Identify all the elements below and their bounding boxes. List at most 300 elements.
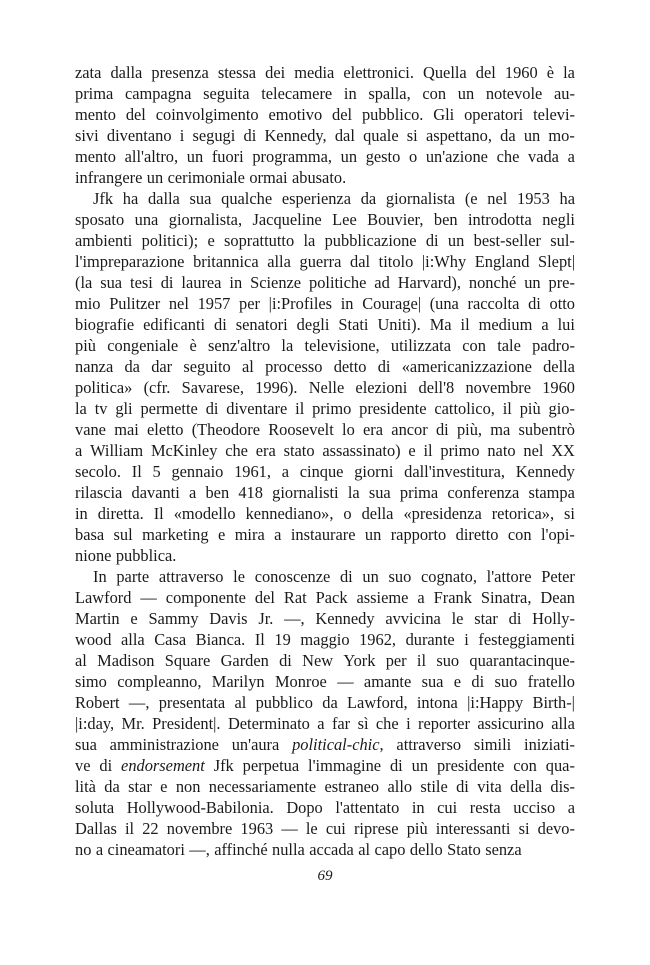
text-line (75, 356, 575, 377)
text-run: nonché (468, 273, 517, 292)
text-run: un (411, 756, 429, 775)
text-run: rilascia (75, 483, 123, 502)
text-run: un (340, 147, 358, 166)
text-run: e (160, 777, 168, 796)
text-run: del (475, 63, 496, 82)
text-run: simili (473, 735, 512, 754)
text-run: aspettano, (425, 126, 492, 145)
text-run: pre- (548, 273, 575, 292)
text-run: più (519, 399, 541, 418)
text-run: dello (409, 840, 443, 859)
text-run: |i:Profiles (268, 294, 333, 313)
text-run: politiche (309, 273, 367, 292)
text-run: marketing (142, 525, 209, 544)
text-run: un'azione (425, 147, 488, 166)
text-run: far (331, 714, 351, 733)
text-run: del (125, 105, 146, 124)
text-run: a (274, 525, 282, 544)
text-run: i (179, 126, 185, 145)
text-run: Robert (75, 693, 120, 712)
text-run: si (518, 819, 530, 838)
text-run: «presidenza (403, 504, 482, 523)
text-run: amante (363, 672, 412, 691)
text-line (75, 461, 575, 482)
text-run: assicurino (477, 714, 544, 733)
text-run: da (322, 693, 338, 712)
text-run: al (234, 693, 247, 712)
text-run: nel (168, 294, 189, 313)
text-run: dis- (550, 777, 575, 796)
text-run: vane (75, 420, 106, 439)
text-run: spalla, (368, 84, 411, 103)
text-run: Birth-| (532, 693, 575, 712)
text-run: un (523, 126, 541, 145)
text-run: le (305, 819, 318, 838)
text-run: fuori (211, 147, 244, 166)
text-run: Jfk (213, 756, 234, 775)
text-run: ha (559, 189, 575, 208)
text-run: amministrazione (109, 735, 219, 754)
text-run: elezioni (355, 378, 408, 397)
text-run: mo- (548, 126, 575, 145)
text-run: permette (140, 399, 198, 418)
text-run: Il (153, 504, 164, 523)
text-run: allo (387, 777, 413, 796)
text-run: notevole (485, 84, 543, 103)
text-run: di (508, 609, 522, 628)
text-run: ucciso (513, 798, 556, 817)
text-run: utilizzata (390, 336, 451, 355)
text-run: a (281, 462, 290, 481)
text-run: Madison (97, 651, 155, 670)
text-run: guerra (299, 252, 342, 271)
text-run: che (375, 714, 399, 733)
text-run: nel (487, 189, 508, 208)
text-run: Courage| (362, 294, 421, 313)
text-run: otto (549, 294, 575, 313)
text-run: il (502, 399, 512, 418)
text-run: di (389, 756, 403, 775)
text-run: un (364, 525, 382, 544)
text-run: più (75, 336, 96, 355)
text-run: suo (494, 672, 518, 691)
text-run: attraverso (158, 567, 224, 586)
text-run: di (377, 357, 391, 376)
text-run: della (361, 504, 394, 523)
text-run: mio (75, 294, 101, 313)
text-run: televi- (533, 105, 575, 124)
text-run: al (242, 357, 254, 376)
text-run: Peter (541, 567, 575, 586)
text-line (75, 83, 575, 104)
text-run: Lawford, (347, 693, 408, 712)
text-run: Sinatra, (480, 588, 532, 607)
text-run: del (332, 105, 353, 124)
text-run: pubblico (255, 693, 313, 712)
text-run: mento (75, 147, 116, 166)
text-run: dei (265, 63, 286, 82)
text-run: detto (333, 357, 367, 376)
text-line (75, 713, 575, 734)
text-run: pubblicazione (324, 231, 417, 250)
text-run: Sammy (148, 609, 199, 628)
text-run: davanti (131, 483, 180, 502)
text-run: 1996). (255, 378, 298, 397)
text-run: accada (309, 840, 354, 859)
text-run: |i:Happy (467, 693, 524, 712)
text-run: a (188, 483, 197, 502)
text-run: dalla (110, 63, 143, 82)
text-run: sua (189, 189, 212, 208)
text-line (75, 755, 575, 776)
text-run: ad (374, 273, 390, 292)
text-run: Ma (429, 315, 452, 334)
text-run: —, (284, 609, 305, 628)
text-run: che (225, 441, 248, 460)
text-run: ancor (391, 420, 428, 439)
text-run: 1953 (517, 189, 550, 208)
text-run: ve (75, 756, 91, 775)
text-run: «modello (173, 504, 236, 523)
text-run: Pulitzer (109, 294, 161, 313)
text-line (75, 419, 575, 440)
text-run: Scienze (250, 273, 302, 292)
text-run: sua (368, 483, 391, 502)
text-run: Garden (220, 651, 269, 670)
text-run: sua (100, 273, 123, 292)
text-run: basa (75, 525, 105, 544)
text-run: Harvard), (397, 273, 461, 292)
text-run: ma (490, 420, 511, 439)
text-run: dell'8 (418, 378, 455, 397)
text-run: (la (75, 273, 93, 292)
text-run: 1960 (504, 63, 538, 82)
text-run: un (186, 147, 204, 166)
text-run: coinvolgimento (155, 105, 259, 124)
text-run: il (460, 315, 470, 334)
text-run: stato (283, 441, 315, 460)
text-run: intona (416, 693, 458, 712)
text-run: estraneo (324, 777, 380, 796)
text-run: quarantacinque- (469, 651, 575, 670)
text-run: zata (75, 63, 102, 82)
text-run: la (563, 63, 575, 82)
page-text-body (75, 62, 575, 860)
text-run: di (456, 777, 469, 796)
text-line (75, 503, 575, 524)
text-run: In (93, 567, 107, 586)
text-run: necessariamente (208, 777, 317, 796)
text-run: Hollywood-Babilonia. (126, 798, 274, 817)
text-run: e (217, 525, 226, 544)
text-run: e (453, 672, 462, 691)
text-run: Jr. (258, 609, 274, 628)
text-line (75, 629, 575, 650)
text-run: dall'investitura, (404, 462, 505, 481)
text-run: sì (357, 714, 369, 733)
text-run: ha (122, 189, 139, 208)
text-run: iniziati- (524, 735, 575, 754)
text-run: mento (75, 105, 116, 124)
text-line (75, 524, 575, 545)
text-run: sul (113, 525, 133, 544)
text-run: durante (405, 630, 455, 649)
text-run: Roosevelt (268, 420, 334, 439)
text-run: giornalisti (272, 483, 339, 502)
text-run: William (90, 441, 144, 460)
text-run: cerimoniale (167, 168, 245, 187)
text-run: Jfk (93, 189, 114, 208)
text-line (75, 125, 575, 146)
text-run: le (233, 567, 245, 586)
text-run: televisione, (304, 336, 380, 355)
text-run: il (295, 399, 305, 418)
text-run: del (254, 588, 275, 607)
text-run: 5 (152, 462, 161, 481)
text-run: riprese (353, 819, 399, 838)
text-run: parte (116, 567, 150, 586)
text-line (75, 734, 575, 755)
text-run: McKinley (150, 441, 218, 460)
text-run: per (385, 651, 407, 670)
text-run: cognato, (420, 567, 477, 586)
text-run: diretta. (97, 504, 144, 523)
text-run: tv (94, 399, 108, 418)
text-line (75, 188, 575, 209)
text-run: York (343, 651, 376, 670)
text-run: da (360, 189, 377, 208)
text-run: di (528, 294, 541, 313)
text-run: diventano (106, 126, 172, 145)
text-run: più, (456, 420, 482, 439)
text-run: mira (234, 525, 265, 544)
text-run: affinché (214, 840, 268, 859)
text-run: — (337, 672, 354, 691)
text-run: nulla (272, 840, 305, 859)
text-run: con (422, 84, 447, 103)
text-run: con (513, 756, 537, 775)
text-run: prima (399, 483, 439, 502)
text-run: di (99, 756, 113, 775)
text-run: raccolta (467, 294, 520, 313)
text-run: gio- (548, 399, 575, 418)
text-run: secolo. (75, 462, 121, 481)
text-run: Lee (332, 210, 357, 229)
text-line (75, 146, 575, 167)
text-run: medium (478, 315, 533, 334)
text-run: cui (325, 819, 346, 838)
text-run: di (339, 567, 353, 586)
text-run: Mr. (121, 714, 145, 733)
text-run: 1957 (197, 294, 231, 313)
text-run: assassinato) (322, 441, 401, 460)
text-run: o (408, 147, 418, 166)
text-run: Lawford (75, 588, 132, 607)
text-run: di (279, 651, 292, 670)
text-run: a (541, 315, 549, 334)
text-run: in (229, 273, 243, 292)
text-run: il (125, 819, 135, 838)
text-line (75, 104, 575, 125)
text-run: au- (554, 84, 575, 103)
text-run: negli (542, 210, 575, 229)
text-run: in (343, 84, 357, 103)
text-run: attraverso (396, 735, 462, 754)
text-line (75, 314, 575, 335)
text-run: Gli (433, 105, 455, 124)
text-run: la (281, 336, 294, 355)
text-run: (Theodore (191, 420, 260, 439)
text-run: da (124, 357, 140, 376)
text-run: 1963 (240, 819, 274, 838)
text-line (75, 398, 575, 419)
text-run: è (189, 336, 197, 355)
text-line (75, 671, 575, 692)
text-line (75, 272, 575, 293)
text-run: Savarese, (181, 378, 244, 397)
text-run: nanza (75, 357, 114, 376)
text-run: politici); (141, 231, 199, 250)
text-run: star (128, 777, 152, 796)
text-run: qualche (221, 189, 273, 208)
text-run: l'attentato (335, 798, 400, 817)
text-run: nione (75, 546, 112, 565)
text-line (75, 566, 575, 587)
text-run: lui (557, 315, 575, 334)
text-run: dar (151, 357, 173, 376)
text-run: perpetua (242, 756, 300, 775)
text-run: era (363, 420, 384, 439)
text-run: ambienti (75, 231, 133, 250)
text-run: da (104, 777, 120, 796)
text-run: di (214, 315, 227, 334)
text-run: diretto (455, 525, 499, 544)
text-run: novembre (166, 819, 233, 838)
text-run: nato (487, 441, 516, 460)
text-line (75, 62, 575, 83)
text-run: l'attore (486, 567, 532, 586)
text-run: Frank (433, 588, 472, 607)
text-run: all'altro, (124, 147, 179, 166)
text-run: 1960 (542, 378, 575, 397)
text-run: soluta (75, 798, 115, 817)
text-run: laurea (181, 273, 222, 292)
text-run: sua (421, 672, 444, 691)
text-run: sua (75, 735, 97, 754)
text-run: seguito (183, 357, 231, 376)
text-line (75, 335, 575, 356)
text-run: Il (254, 630, 265, 649)
text-run: in (75, 504, 88, 523)
text-run: a (567, 798, 575, 817)
text-run: 1962, (359, 630, 396, 649)
text-run: a (75, 441, 83, 460)
text-run: la (75, 399, 87, 418)
text-run: quale (363, 126, 399, 145)
text-run: festeggiamenti (478, 630, 575, 649)
text-run: best-seller (473, 231, 541, 250)
text-line (75, 230, 575, 251)
text-run: rapporto (390, 525, 447, 544)
text-run: Kennedy, (264, 126, 327, 145)
text-run: Kennedy (515, 462, 575, 481)
text-run: senza (485, 840, 522, 859)
text-run: wood (75, 630, 112, 649)
text-run: Dallas (75, 819, 117, 838)
text-run: era (255, 441, 276, 460)
text-run: della (543, 357, 575, 376)
text-run: edificanti (143, 315, 206, 334)
text-run: pubblico. (361, 105, 424, 124)
text-run: presidente (359, 399, 427, 418)
text-run: subentrò (518, 420, 575, 439)
text-run: lo (342, 420, 355, 439)
text-run: cineamatori (107, 840, 185, 859)
text-run: padro- (532, 336, 575, 355)
text-run: President|. (152, 714, 221, 733)
text-run: Stati (338, 315, 369, 334)
text-run: simo (75, 672, 107, 691)
text-run: degli (296, 315, 330, 334)
text-run: Stato (447, 840, 481, 859)
text-run: |i:day, (75, 714, 115, 733)
text-run: senatori (235, 315, 288, 334)
paragraph (75, 188, 575, 566)
text-run: tale (497, 336, 521, 355)
text-run: Martin (75, 609, 120, 628)
text-run: presentata (158, 693, 226, 712)
text-run: 19 (274, 630, 291, 649)
text-run: — (140, 588, 157, 607)
text-run: Kennedy (315, 609, 375, 628)
text-run: avvicina (385, 609, 441, 628)
text-run: di (243, 126, 257, 145)
text-run: un'aura (231, 735, 280, 754)
text-run: diventare (226, 399, 288, 418)
text-run: dal (334, 126, 355, 145)
text-run: suo (436, 651, 460, 670)
text-run: di (425, 231, 439, 250)
text-run: di (471, 672, 485, 691)
text-run: il (416, 651, 427, 670)
text-run: (una (429, 294, 459, 313)
text-run: esperienza (281, 189, 351, 208)
text-run: retorica», (491, 504, 555, 523)
text-run: cui (437, 798, 458, 817)
text-run: in (411, 798, 425, 817)
text-run: reporter (418, 714, 470, 733)
text-run: resta (469, 798, 501, 817)
text-run: che (496, 147, 520, 166)
text-run: un (362, 567, 379, 586)
text-run: politica» (75, 378, 133, 397)
text-run: un (447, 231, 465, 250)
text-run: l'impreparazione (75, 252, 185, 271)
text-run: le (451, 609, 464, 628)
text-run: tesi (130, 273, 153, 292)
text-run: no (75, 840, 92, 859)
text-run: al (358, 840, 371, 859)
text-run: della (510, 777, 543, 796)
text-run: ben (433, 210, 458, 229)
text-line (75, 650, 575, 671)
text-run: Uniti). (377, 315, 421, 334)
text-run: primo (440, 441, 480, 460)
text-run: fratello (527, 672, 575, 691)
text-run: Dean (540, 588, 575, 607)
text-run: con (507, 525, 532, 544)
text-run: di (205, 399, 219, 418)
